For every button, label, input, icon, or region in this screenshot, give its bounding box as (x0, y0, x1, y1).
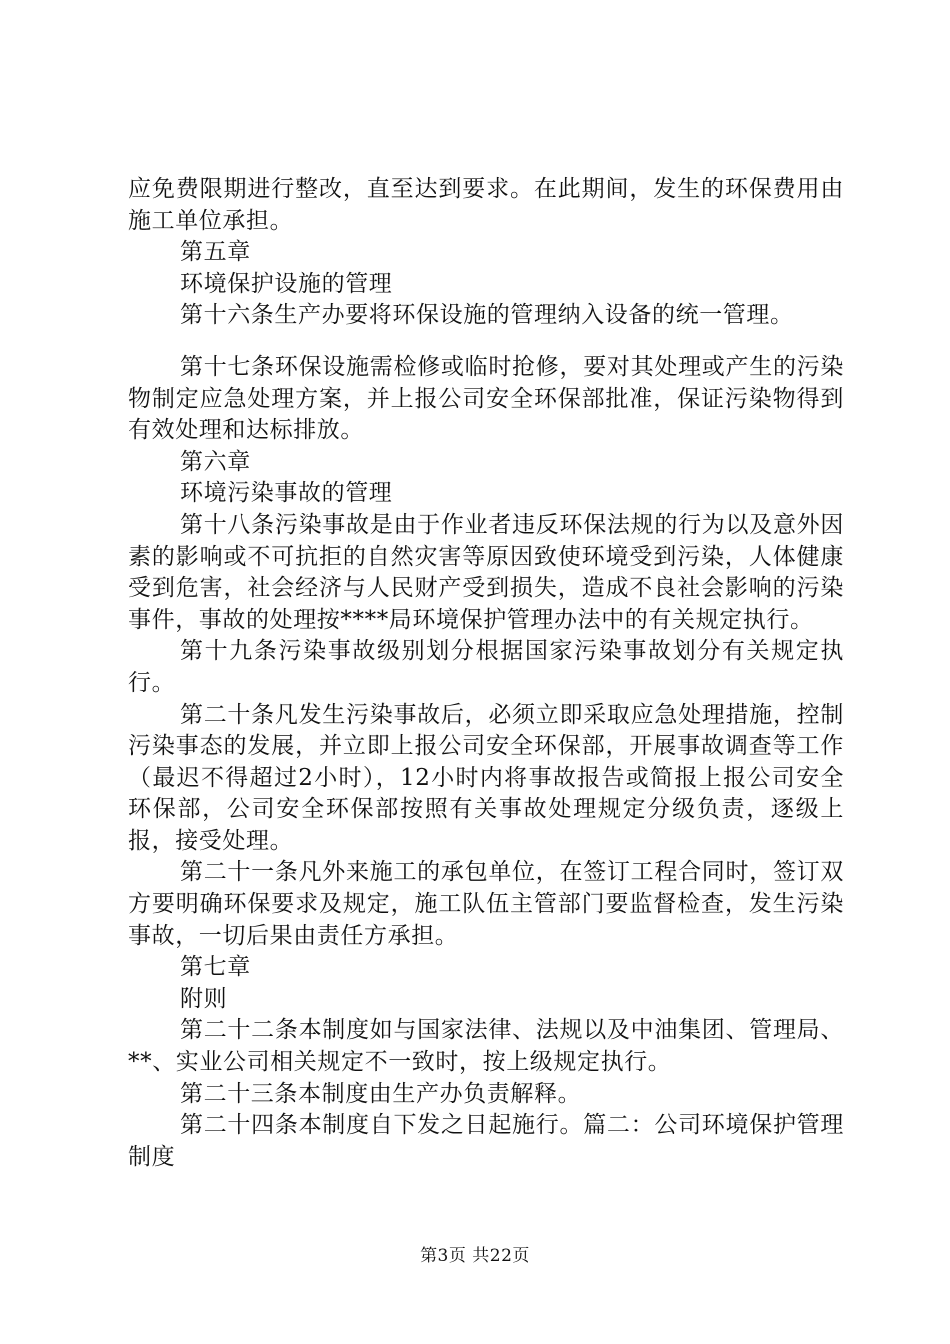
chapter-heading: 第六章 (180, 448, 251, 475)
article-paragraph: 第二十一条凡外来施工的承包单位，在签订工程合同时，签订双方要明确环保要求及规定，施工队伍主管部门要监督检查，发生污染事故，一切后果由责任方承担。 (128, 859, 844, 949)
article-paragraph: 第十八条污染事故是由于作业者违反环保法规的行为以及意外因素的影响或不可抗拒的自然灾害等原因致使环境受到污染，人体健康受到危害，社会经济与人民财产受到损失，造成不良社会影响的污染事件，事故的处理按****局环境保护管理办法中的有关规定执行。 (128, 511, 844, 633)
chapter-heading: 第七章 (180, 954, 251, 981)
chapter-title: 环境污染事故的管理 (180, 480, 393, 507)
document-body (128, 174, 844, 1173)
article-paragraph: 第二十四条本制度自下发之日起施行。篇二：公司环境保护管理制度 (128, 1112, 844, 1170)
article-paragraph: 第二十三条本制度由生产办负责解释。 (180, 1080, 582, 1107)
article-paragraph: 第十九条污染事故级别划分根据国家污染事故划分有关规定执行。 (128, 638, 844, 696)
chapter-title: 附则 (180, 985, 228, 1012)
article-paragraph: 第二十条凡发生污染事故后，必须立即采取应急处理措施，控制污染事态的发展，并立即上报公司安全环保部，开展事故调查等工作（最迟不得超过2小时），12小时内将事故报告或简报上报公司安全环保部，公司安全环保部按照有关事故处理规定分级负责，逐级上报，接受处理。 (128, 701, 844, 854)
article-paragraph: 第二十二条本制度如与国家法律、法规以及中油集团、管理局、**、实业公司相关规定不一致时，按上级规定执行。 (128, 1017, 844, 1076)
chapter-title: 环境保护设施的管理 (180, 270, 393, 297)
paragraph: 应免费限期进行整改，直至达到要求。在此期间，发生的环保费用由施工单位承担。 (128, 176, 844, 234)
article-paragraph: 第十六条生产办要将环保设施的管理纳入设备的统一管理。 (180, 302, 794, 329)
page-number-footer: 第3页 共22页 (420, 1246, 530, 1266)
chapter-heading: 第五章 (180, 239, 251, 266)
article-paragraph: 第十七条环保设施需检修或临时抢修，要对其处理或产生的污染物制定应急处理方案，并上报公司安全环保部批准，保证污染物得到有效处理和达标排放。 (128, 353, 844, 444)
